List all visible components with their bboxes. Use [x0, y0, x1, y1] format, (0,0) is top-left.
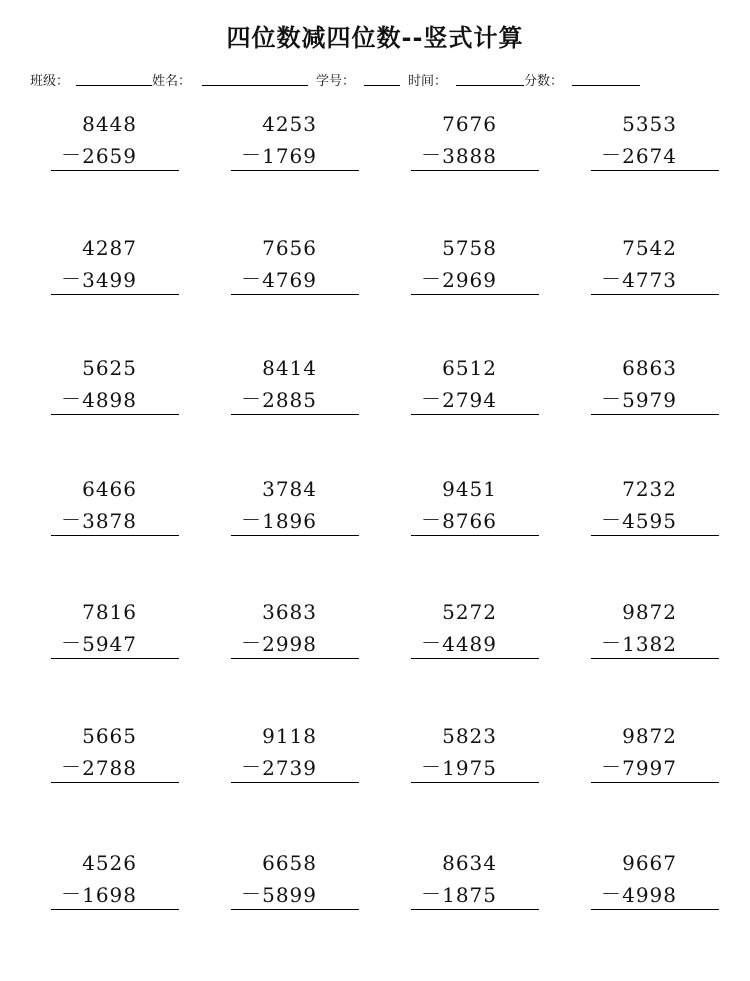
subtrahend: 2885 [262, 388, 317, 412]
answer-line[interactable] [591, 658, 719, 659]
time-label: 时间： [408, 74, 448, 89]
minus-sign: － [241, 882, 261, 906]
subtrahend: 4898 [82, 388, 137, 412]
answer-line[interactable] [231, 658, 359, 659]
minuend: 5353 [622, 112, 677, 136]
minuend: 6466 [82, 477, 137, 501]
name-label: 姓名： [152, 74, 192, 89]
minus-sign: － [61, 508, 81, 532]
minus-sign: － [421, 387, 441, 411]
minuend: 3784 [262, 477, 317, 501]
answer-line[interactable] [591, 414, 719, 415]
minuend: 8448 [82, 112, 137, 136]
answer-line[interactable] [591, 294, 719, 295]
subtrahend: 2998 [262, 632, 317, 656]
minus-sign: － [601, 755, 621, 779]
minus-sign: － [241, 143, 261, 167]
minuend: 7816 [82, 600, 137, 624]
minuend: 7542 [622, 236, 677, 260]
minuend: 7676 [442, 112, 497, 136]
minuend: 4253 [262, 112, 317, 136]
subtrahend: 2969 [442, 268, 497, 292]
answer-line[interactable] [411, 414, 539, 415]
minuend: 4287 [82, 236, 137, 260]
subtrahend: 1975 [442, 756, 497, 780]
subtraction-problem [591, 851, 719, 911]
minuend: 8634 [442, 851, 497, 875]
subtrahend: 4489 [442, 632, 497, 656]
answer-line[interactable] [51, 294, 179, 295]
subtrahend: 4773 [622, 268, 677, 292]
subtrahend: 5979 [622, 388, 677, 412]
answer-line[interactable] [51, 170, 179, 171]
class-label: 班级： [30, 74, 70, 89]
minus-sign: － [601, 143, 621, 167]
answer-line[interactable] [231, 170, 359, 171]
minuend: 5272 [442, 600, 497, 624]
minus-sign: － [421, 882, 441, 906]
minuend: 5665 [82, 724, 137, 748]
minuend: 7232 [622, 477, 677, 501]
minus-sign: － [241, 755, 261, 779]
subtrahend: 4595 [622, 509, 677, 533]
answer-line[interactable] [231, 909, 359, 910]
minus-sign: － [241, 267, 261, 291]
answer-line[interactable] [51, 535, 179, 536]
class-blank[interactable] [76, 85, 152, 86]
minuend: 3683 [262, 600, 317, 624]
answer-line[interactable] [411, 909, 539, 910]
subtrahend: 3499 [82, 268, 137, 292]
minus-sign: － [61, 267, 81, 291]
answer-line[interactable] [411, 782, 539, 783]
subtraction-problem [51, 851, 179, 911]
minuend: 4526 [82, 851, 137, 875]
student-no-blank[interactable] [364, 85, 400, 86]
minus-sign: － [601, 882, 621, 906]
minuend: 6863 [622, 356, 677, 380]
time-blank[interactable] [456, 85, 524, 86]
minus-sign: － [61, 143, 81, 167]
minuend: 9118 [262, 724, 317, 748]
subtraction-problem [51, 356, 179, 416]
subtrahend: 8766 [442, 509, 497, 533]
minus-sign: － [421, 631, 441, 655]
answer-line[interactable] [231, 294, 359, 295]
score-blank[interactable] [572, 85, 640, 86]
subtraction-problem [51, 236, 179, 296]
subtrahend: 2659 [82, 144, 137, 168]
subtraction-problem [411, 356, 539, 416]
minus-sign: － [241, 387, 261, 411]
answer-line[interactable] [591, 782, 719, 783]
score-label: 分数： [524, 74, 564, 89]
subtraction-problem [591, 724, 719, 784]
answer-line[interactable] [411, 658, 539, 659]
subtrahend: 3878 [82, 509, 137, 533]
subtrahend: 2794 [442, 388, 497, 412]
subtraction-problem [591, 236, 719, 296]
subtrahend: 1896 [262, 509, 317, 533]
answer-line[interactable] [51, 909, 179, 910]
answer-line[interactable] [231, 782, 359, 783]
subtraction-problem [231, 356, 359, 416]
subtraction-problem [231, 600, 359, 660]
minuend: 9872 [622, 600, 677, 624]
answer-line[interactable] [51, 782, 179, 783]
minus-sign: － [421, 755, 441, 779]
answer-line[interactable] [231, 414, 359, 415]
worksheet-title: 四位数减四位数--竖式计算 [226, 24, 524, 52]
minus-sign: － [601, 631, 621, 655]
minus-sign: － [61, 387, 81, 411]
answer-line[interactable] [591, 535, 719, 536]
subtrahend: 1382 [622, 632, 677, 656]
subtraction-problem [51, 724, 179, 784]
subtraction-problem [411, 600, 539, 660]
minus-sign: － [421, 267, 441, 291]
subtrahend: 2739 [262, 756, 317, 780]
subtrahend: 1769 [262, 144, 317, 168]
answer-line[interactable] [591, 909, 719, 910]
name-blank[interactable] [202, 85, 308, 86]
minus-sign: － [61, 631, 81, 655]
subtraction-problem [591, 477, 719, 537]
minuend: 6512 [442, 356, 497, 380]
subtraction-problem [411, 236, 539, 296]
answer-line[interactable] [591, 170, 719, 171]
subtrahend: 4769 [262, 268, 317, 292]
answer-line[interactable] [51, 414, 179, 415]
subtrahend: 3888 [442, 144, 497, 168]
minuend: 5758 [442, 236, 497, 260]
subtrahend: 4998 [622, 883, 677, 907]
subtraction-problem [231, 724, 359, 784]
minus-sign: － [421, 508, 441, 532]
subtraction-problem [411, 724, 539, 784]
minuend: 5625 [82, 356, 137, 380]
minuend: 8414 [262, 356, 317, 380]
answer-line[interactable] [231, 535, 359, 536]
subtraction-problem [591, 356, 719, 416]
subtrahend: 1875 [442, 883, 497, 907]
minus-sign: － [241, 631, 261, 655]
subtraction-problem [231, 851, 359, 911]
answer-line[interactable] [411, 170, 539, 171]
subtraction-problem [51, 477, 179, 537]
minus-sign: － [61, 755, 81, 779]
minuend: 9667 [622, 851, 677, 875]
subtraction-problem [591, 112, 719, 172]
minus-sign: － [601, 508, 621, 532]
minus-sign: － [421, 143, 441, 167]
subtrahend: 5947 [82, 632, 137, 656]
subtrahend: 5899 [262, 883, 317, 907]
subtraction-problem [51, 112, 179, 172]
subtraction-problem [231, 112, 359, 172]
subtraction-problem [231, 477, 359, 537]
subtraction-problem [51, 600, 179, 660]
subtrahend: 1698 [82, 883, 137, 907]
subtraction-problem [591, 600, 719, 660]
minus-sign: － [601, 267, 621, 291]
answer-line[interactable] [411, 535, 539, 536]
minus-sign: － [601, 387, 621, 411]
subtraction-problem [231, 236, 359, 296]
subtraction-problem [411, 851, 539, 911]
minuend: 7656 [262, 236, 317, 260]
student-no-label: 学号： [316, 74, 356, 89]
minuend: 5823 [442, 724, 497, 748]
subtraction-problem [411, 112, 539, 172]
subtraction-problem [411, 477, 539, 537]
answer-line[interactable] [51, 658, 179, 659]
minus-sign: － [61, 882, 81, 906]
minuend: 9872 [622, 724, 677, 748]
minuend: 6658 [262, 851, 317, 875]
subtrahend: 7997 [622, 756, 677, 780]
subtrahend: 2788 [82, 756, 137, 780]
answer-line[interactable] [411, 294, 539, 295]
minuend: 9451 [442, 477, 497, 501]
minus-sign: － [241, 508, 261, 532]
subtrahend: 2674 [622, 144, 677, 168]
